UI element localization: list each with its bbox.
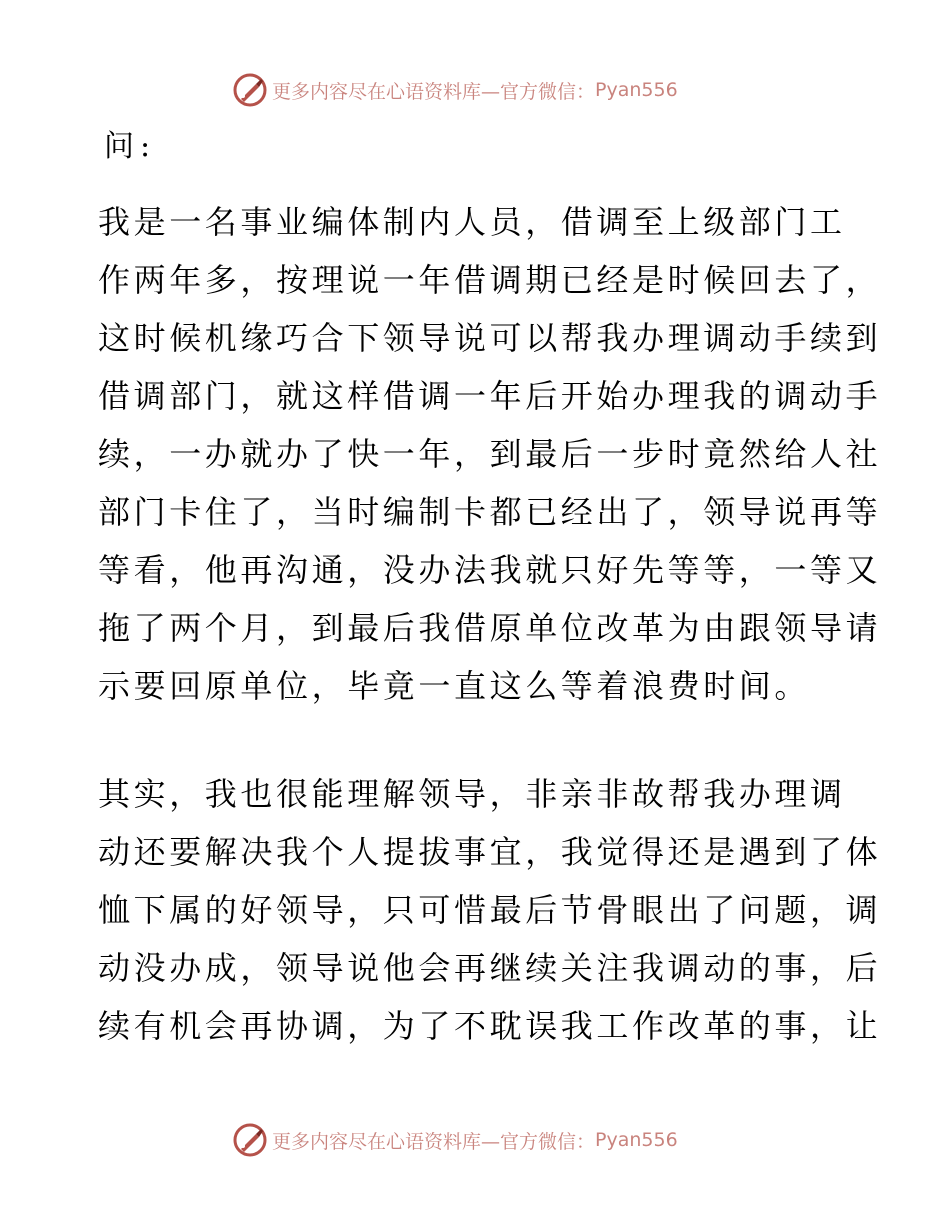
paragraph-line: 我是一名事业编体制内人员，借调至上级部门工 xyxy=(98,203,846,241)
paragraph-line: 等看，他再沟通，没办法我就只好先等等，一等又 xyxy=(98,551,882,589)
paragraph-line: 续，一办就办了快一年，到最后一步时竟然给人社 xyxy=(98,435,882,473)
question-label: 问: xyxy=(104,129,157,164)
paragraph-line: 恤下属的好领导，只可惜最后节骨眼出了问题，调 xyxy=(98,891,882,929)
paragraph-line: 示要回原单位，毕竟一直这么等着浪费时间。 xyxy=(98,667,811,705)
paragraph-line: 这时候机缘巧合下领导说可以帮我办理调动手续到 xyxy=(98,319,882,357)
banner-wechat-id: Pyan556 xyxy=(595,79,678,101)
paragraph-line: 动还要解决我个人提拔事宜，我觉得还是遇到了体 xyxy=(98,833,882,871)
pen-logo-icon xyxy=(232,1122,268,1158)
paragraph-line: 借调部门，就这样借调一年后开始办理我的调动手 xyxy=(98,377,882,415)
pen-logo-icon xyxy=(232,72,268,108)
footer-banner xyxy=(232,1120,678,1160)
banner-text: 更多内容尽在心语资料库—官方微信： xyxy=(272,80,596,103)
paragraph-1 xyxy=(98,193,882,715)
banner-wechat-id: Pyan556 xyxy=(595,1129,678,1151)
paragraph-line: 部门卡住了，当时编制卡都已经出了，领导说再等 xyxy=(98,493,882,531)
header-banner xyxy=(232,70,678,110)
banner-text: 更多内容尽在心语资料库—官方微信： xyxy=(272,1130,596,1153)
paragraph-2 xyxy=(98,765,882,1055)
paragraph-line: 续有机会再协调，为了不耽误我工作改革的事，让 xyxy=(98,1007,882,1045)
paragraph-line: 动没办成，领导说他会再继续关注我调动的事，后 xyxy=(98,949,882,987)
paragraph-line: 拖了两个月，到最后我借原单位改革为由跟领导请 xyxy=(98,609,882,647)
paragraph-line: 作两年多，按理说一年借调期已经是时候回去了， xyxy=(98,261,882,299)
paragraph-line: 其实，我也很能理解领导，非亲非故帮我办理调 xyxy=(98,775,846,813)
